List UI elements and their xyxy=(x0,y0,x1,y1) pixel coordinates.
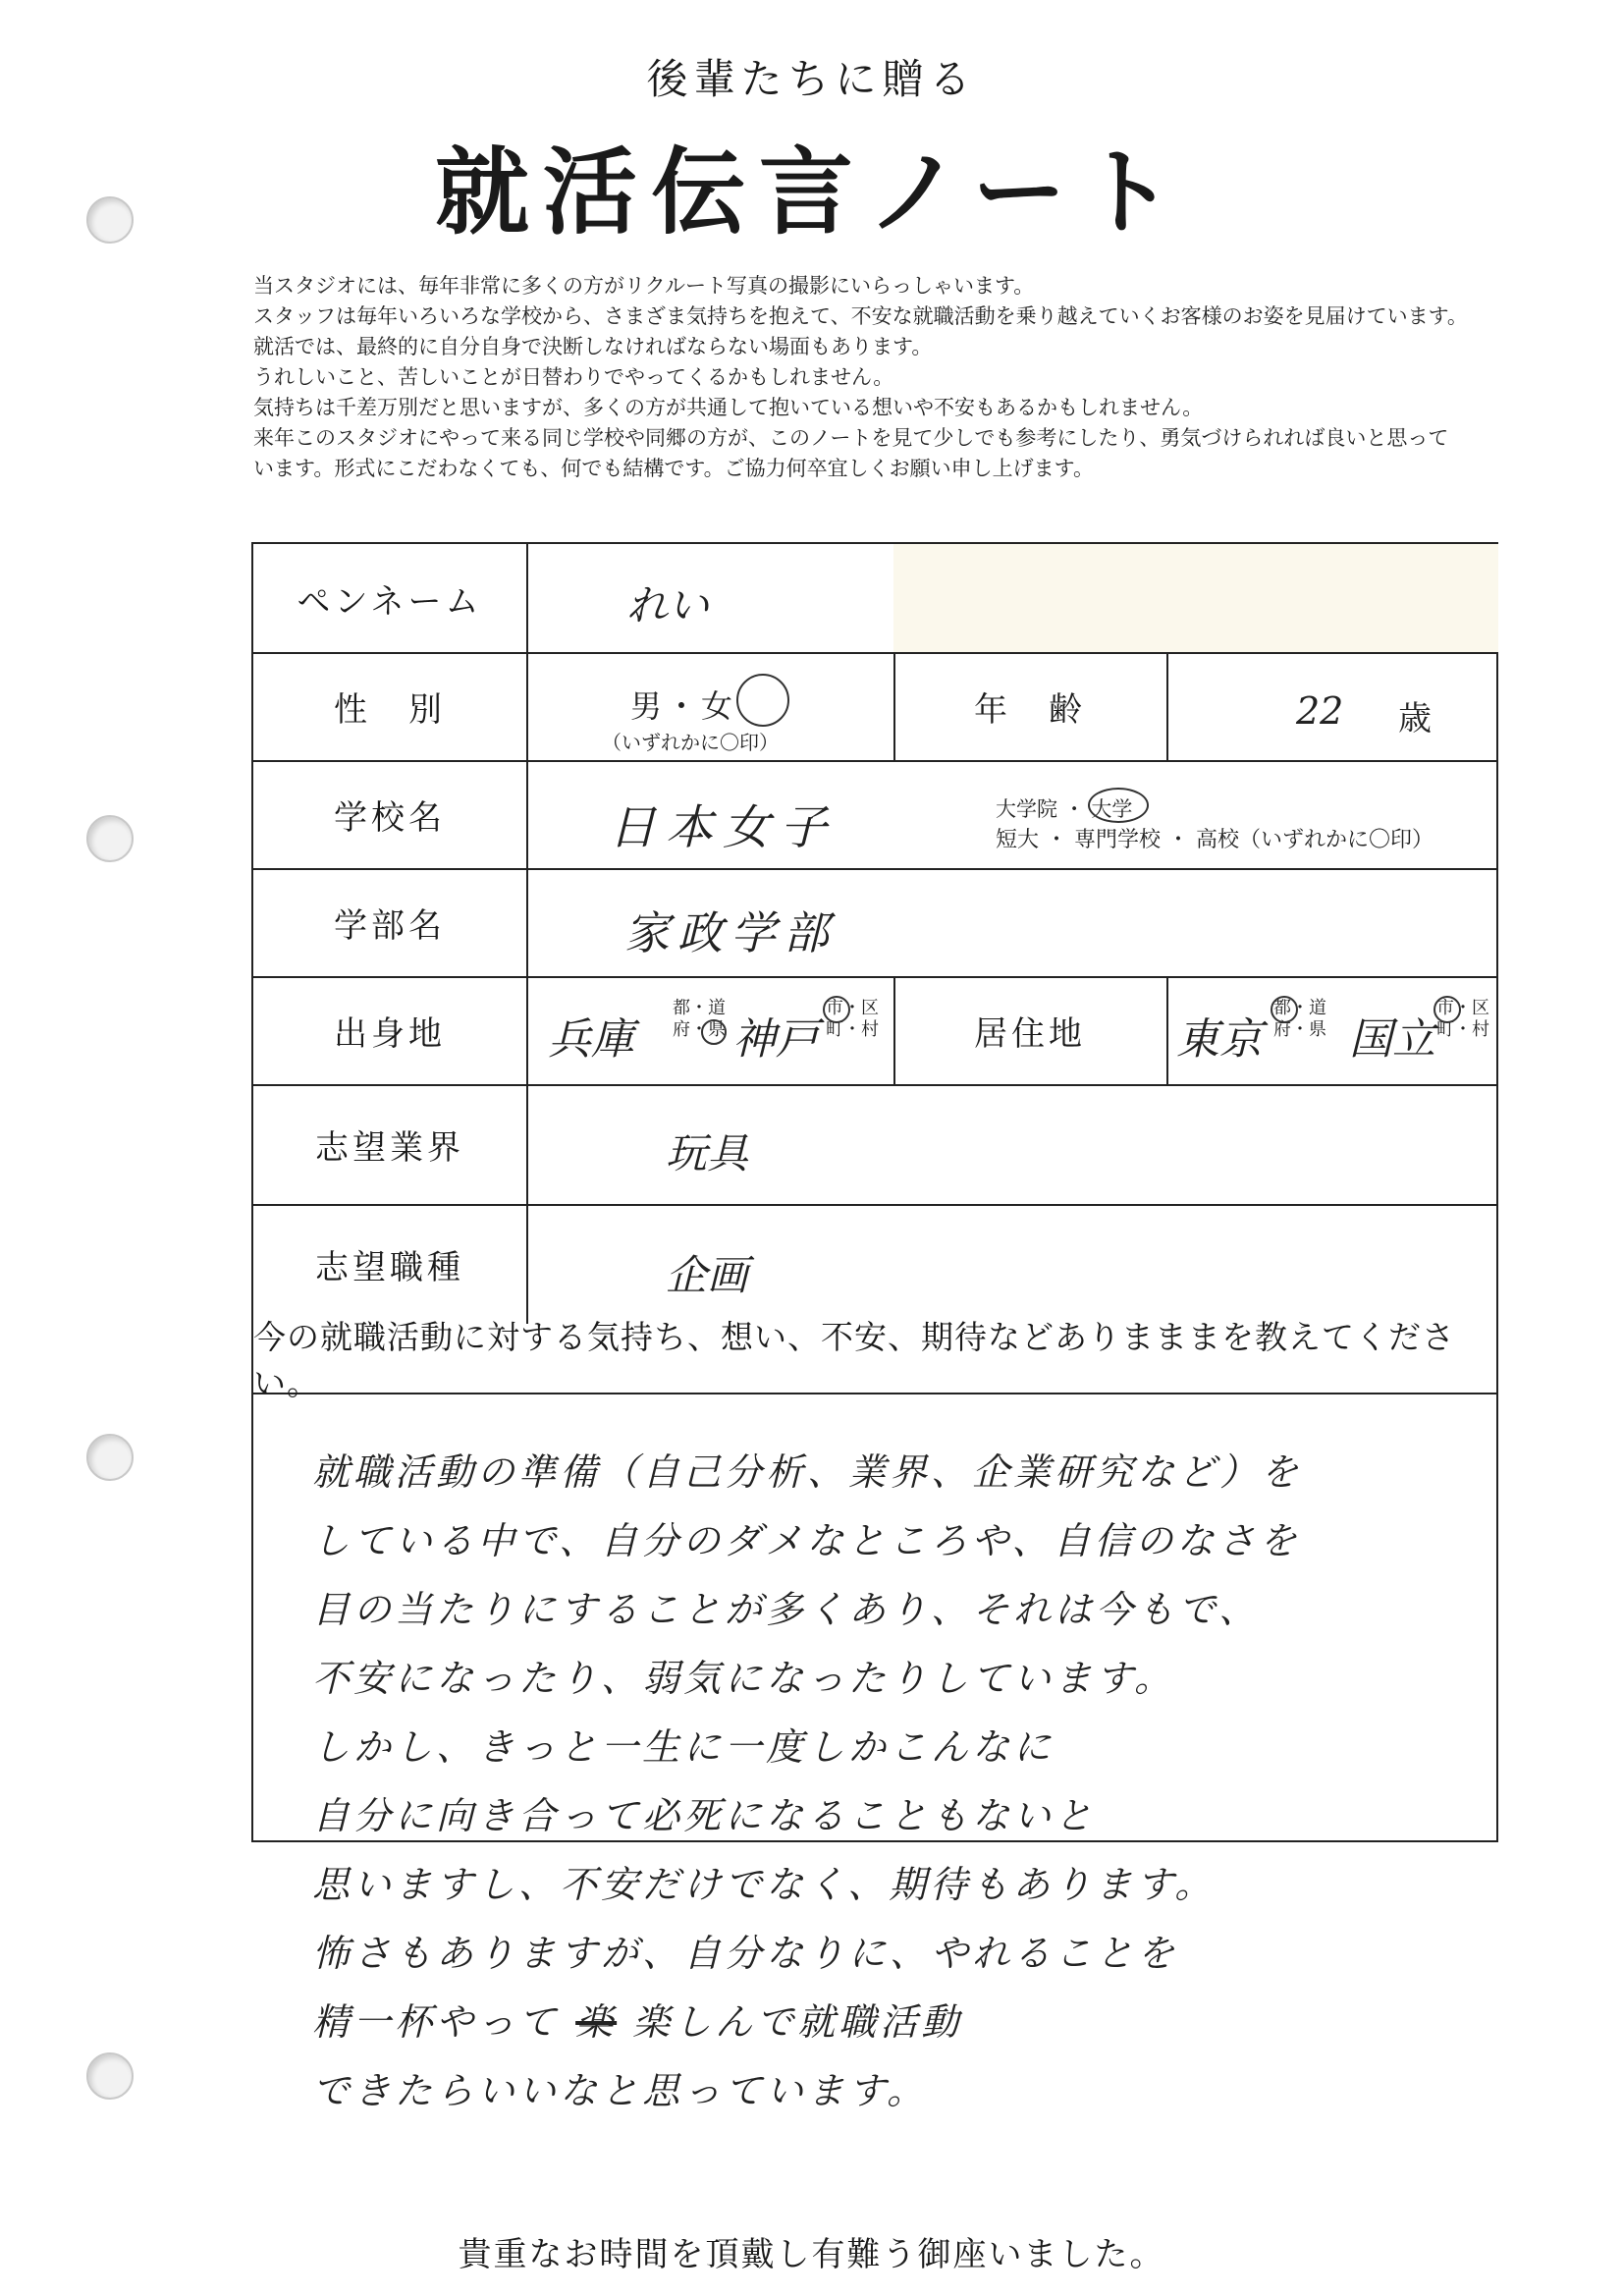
answer-line: 就職活動の準備（自己分析、業界、企業研究など）を xyxy=(312,1450,1303,1494)
intro-text xyxy=(253,271,1579,484)
age-label: 年 齢 xyxy=(893,652,1168,760)
answer-line: 思いますし、不安だけでなく、期待もあります。 xyxy=(312,1863,1217,1906)
hometown-label: 出身地 xyxy=(253,976,528,1084)
punch-hole xyxy=(86,1434,134,1481)
struck-out-character: 楽 xyxy=(575,2000,618,2044)
job-label: 志望職種 xyxy=(253,1204,528,1324)
answer-line: 目の当たりにすることが多くあり、それは今もで、 xyxy=(312,1588,1261,1631)
answer-line: しかし、きっと一生に一度しかこんなに xyxy=(312,1725,1055,1769)
gender-note: （いずれかに〇印） xyxy=(602,731,779,754)
school-selected-circle xyxy=(1088,788,1149,823)
intro-line: 就活では、最終的に自分自身で決断しなければならない場面もあります。 xyxy=(253,335,933,358)
answer-line: 怖さもありますが、自分なりに、やれることを xyxy=(312,1932,1179,1975)
residence-city-selected-circle xyxy=(1434,996,1461,1023)
hometown-city-suffix: 市・区 町・村 xyxy=(826,998,879,1040)
intro-line: います。形式にこだわなくても、何でも結構です。ご協力何卒宜しくお願い申し上げます。 xyxy=(253,457,1094,480)
school-options-line2: 短大 ・ 専門学校 ・ 高校（いずれかに〇印） xyxy=(996,828,1434,852)
hometown-pref-selected-circle xyxy=(701,1019,727,1045)
school-label: 学校名 xyxy=(253,760,528,868)
penname-label: ペンネーム xyxy=(253,544,528,652)
job-value: 企画 xyxy=(666,1251,749,1299)
school-options-line1: 大学院 ・ 大学 xyxy=(996,797,1133,821)
page-subtitle: 後輩たちに贈る xyxy=(646,55,977,103)
gender-label: 性 別 xyxy=(253,652,528,760)
residence-city: 国立 xyxy=(1349,1014,1435,1065)
residence-pref-suffix: 都・道 府・県 xyxy=(1273,998,1326,1040)
answer-line: 不安になったり、弱気になったりしています。 xyxy=(312,1657,1175,1700)
free-text-question: 今の就職活動に対する気持ち、想い、不安、期待などありまままを教えてください。 xyxy=(253,1324,1496,1394)
redacted-area xyxy=(893,544,1498,652)
hometown-pref-suffix: 都・道 府・県 xyxy=(673,998,726,1040)
age-value: 22 xyxy=(1296,689,1344,733)
industry-value: 玩具 xyxy=(666,1129,749,1177)
free-text-answer xyxy=(312,1438,1451,2125)
hometown-city: 神戸 xyxy=(732,1014,819,1065)
school-value: 日本女子 xyxy=(609,800,838,855)
intro-line: 来年このスタジオにやって来る同じ学校や同郷の方が、このノートを見て少しでも参考にしたり、勇気づけられれば良いと思って xyxy=(253,426,1449,450)
hometown-city-selected-circle xyxy=(823,996,850,1023)
intro-line: 当スタジオには、毎年非常に多くの方がリクルート写真の撮影にいらっしゃいます。 xyxy=(253,274,1035,298)
intro-line: 気持ちは千差万別だと思いますが、多くの方が共通して抱いている想いや不安もあるかもしれません。 xyxy=(253,396,1204,419)
answer-line: している中で、自分のダメなところや、自信のなさを xyxy=(312,1519,1301,1562)
residence-label: 居住地 xyxy=(893,976,1168,1084)
residence-city-suffix: 市・区 町・村 xyxy=(1436,998,1489,1040)
questionnaire-form xyxy=(251,542,1498,2112)
gender-options: 男・女 xyxy=(630,687,737,725)
residence-pref-selected-circle xyxy=(1271,996,1298,1023)
penname-value: れい xyxy=(626,581,710,629)
punch-hole xyxy=(86,815,134,862)
hometown-pref: 兵庫 xyxy=(548,1014,634,1065)
residence-pref: 東京 xyxy=(1176,1014,1263,1065)
faculty-label: 学部名 xyxy=(253,868,528,976)
faculty-value: 家政学部 xyxy=(624,906,837,959)
page-title: 就活伝言ノート xyxy=(434,137,1189,247)
intro-line: スタッフは毎年いろいろな学校から、さまざま気持ちを抱えて、不安な就職活動を乗り越えていくお客様のお姿を見届けています。 xyxy=(253,304,1468,328)
answer-line: できたらいいなと思っています。 xyxy=(312,2069,928,2112)
gender-selected-circle xyxy=(736,674,789,727)
punch-hole xyxy=(86,2052,134,2100)
answer-line: 精一杯やって 楽 楽しんで就職活動 xyxy=(312,2000,963,2044)
age-unit: 歳 xyxy=(1398,699,1432,738)
answer-line: 自分に向き合って必死になることもないと xyxy=(312,1794,1097,1837)
industry-label: 志望業界 xyxy=(253,1084,528,1204)
footer-thanks: 貴重なお時間を頂戴し有難う御座いました。 xyxy=(458,2235,1165,2274)
intro-line: うれしいこと、苦しいことが日替わりでやってくるかもしれません。 xyxy=(253,365,894,389)
